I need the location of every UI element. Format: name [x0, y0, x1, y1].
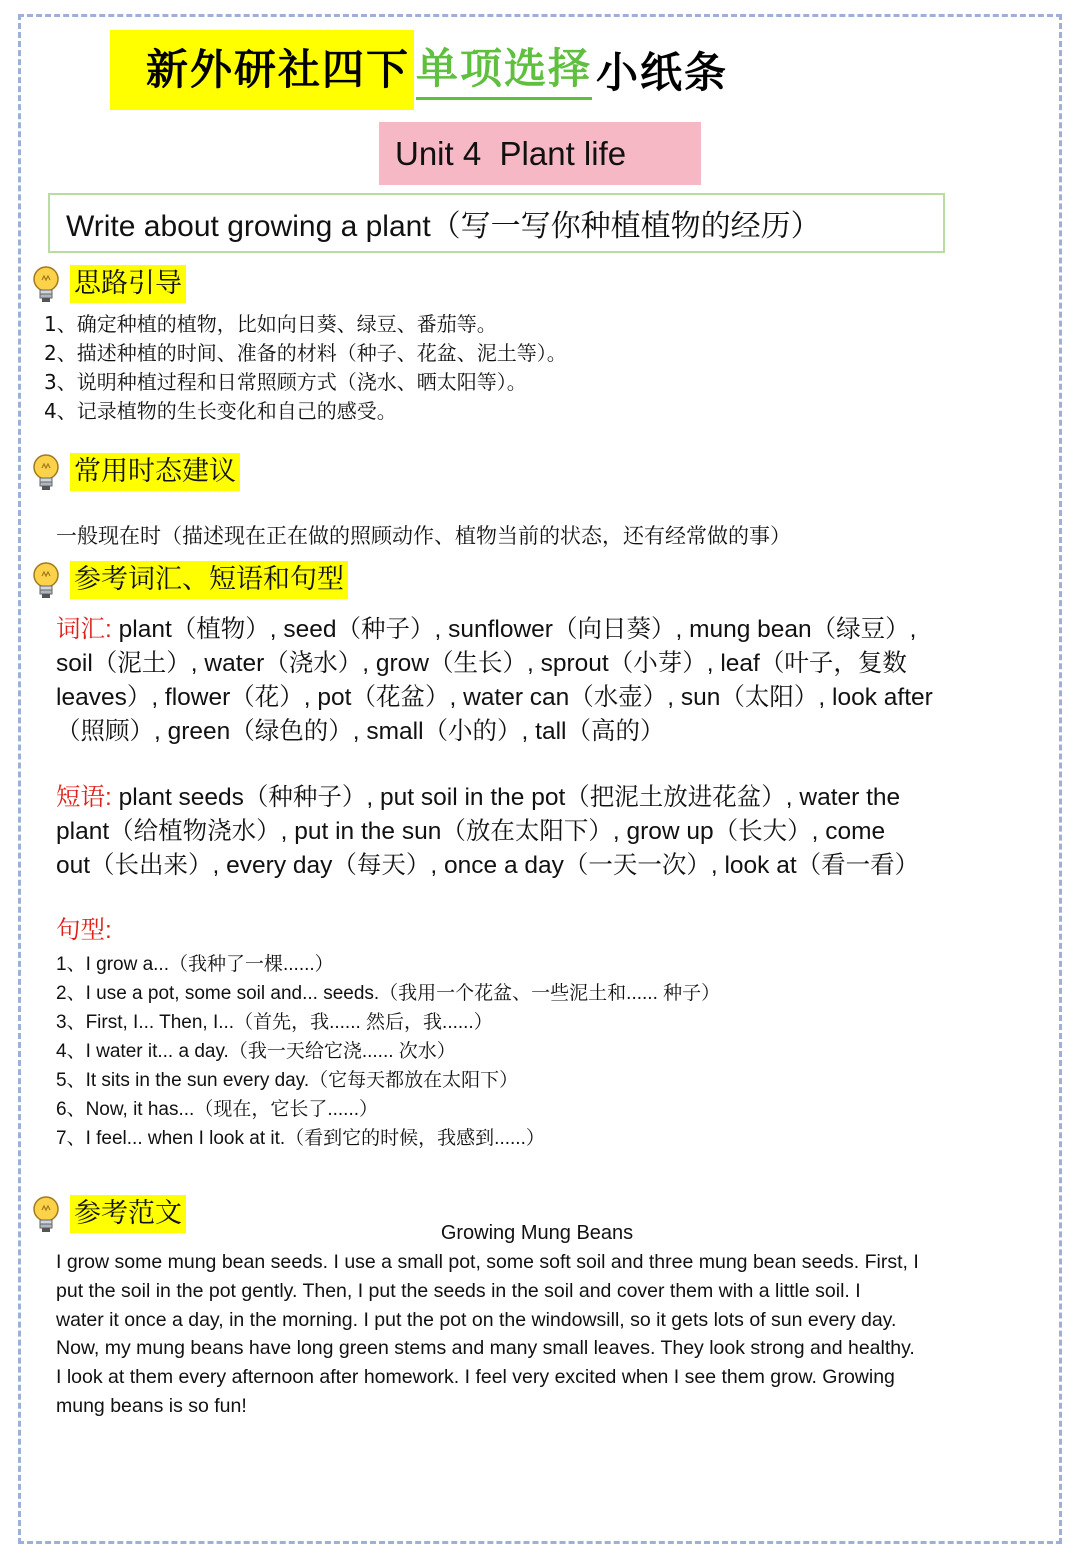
vocab-line: soil（泥土）, water（浇水）, grow（生长）, sprout（小芽）, leaf（叶子，复数 [56, 650, 907, 677]
list-item: 4、I water it... a day.（我一天给它浇...... 次水） [56, 1041, 456, 1062]
title-part-3: 小纸条 [596, 48, 729, 97]
essay-line: I grow some mung bean seeds. I use a small pot, some soft soil and three mung bean seeds. First, I [56, 1251, 919, 1273]
vocab-text: plant（植物）, seed（种子）, sunflower（向日葵）, mung bean（绿豆）, [118, 616, 917, 643]
essay-title [0, 1222, 1080, 1245]
section-tense-heading [30, 452, 240, 492]
lightbulb-icon [30, 452, 62, 492]
vocab-block [56, 613, 1026, 749]
vocab-line [56, 613, 1026, 647]
list-item: 5、It sits in the sun every day.（它每天都放在太阳下） [56, 1070, 519, 1091]
list-item: 3、First, I... Then, I...（首先，我...... 然后，我......） [56, 1012, 493, 1033]
vocab-line: （照顾）, green（绿色的）, small（小的）, tall（高的） [56, 718, 665, 745]
main-title [110, 30, 728, 110]
title-part-2: 单项选择 [416, 41, 592, 100]
essay-line: water it once a day, in the morning. I put the pot on the windowsill, so it gets lots of sun every day. [56, 1308, 897, 1331]
title-part-1: 新外研社四下 [110, 30, 414, 110]
section-sample-label: 参考范文 [70, 1195, 186, 1233]
phrase-line: out（长出来）, every day（每天）, once a day（一天一次）, look at（看一看） [56, 852, 920, 879]
phrase-label: 短语: [56, 784, 112, 811]
phrase-line: plant（给植物浇水）, put in the sun（放在太阳下）, grow up（长大）, come [56, 818, 886, 845]
vocab-line: leaves）, flower（花）, pot（花盆）, water can（水壶）, sun（太阳）, look after [56, 684, 933, 711]
essay-line: Now, my mung beans have long green stems and many small leaves. They look strong and healthy. [56, 1337, 915, 1360]
phrase-block [56, 781, 1026, 883]
essay-line: put the soil in the pot gently. Then, I put the seeds in the soil and cover them with a little soil. I [56, 1279, 861, 1302]
pattern-list [56, 950, 720, 1153]
list-item: 1、确定种植的植物，比如向日葵、绿豆、番茄等。 [44, 312, 497, 336]
phrase-text: plant seeds（种种子）, put soil in the pot（把泥土放进花盆）, water the [118, 784, 901, 811]
lightbulb-icon [30, 560, 62, 600]
lightbulb-icon [30, 264, 62, 304]
essay-line: mung beans is so fun! [56, 1394, 247, 1417]
topic-box [48, 193, 945, 253]
list-item: 2、描述种植的时间、准备的材料（种子、花盆、泥土等）。 [44, 341, 567, 365]
section-tense-label: 常用时态建议 [70, 453, 240, 491]
essay-line: I look at them every afternoon after homework. I feel very excited when I see them grow. Growing [56, 1366, 895, 1389]
essay-title-text: Growing Mung Beans [440, 1222, 634, 1244]
list-item: 2、I use a pot, some soil and... seeds.（我用一个花盆、一些泥土和...... 种子） [56, 983, 721, 1004]
list-item: 4、记录植物的生长变化和自己的感受。 [44, 399, 397, 423]
essay-body [56, 1248, 1021, 1421]
list-item: 6、Now, it has...（现在，它长了......） [56, 1099, 379, 1120]
section-guide-heading [30, 264, 186, 304]
section-reference-label: 参考词汇、短语和句型 [70, 561, 348, 599]
vocab-label: 词汇: [56, 616, 112, 643]
pattern-label: 句型: [56, 917, 112, 944]
list-item: 1、I grow a...（我种了一棵......） [56, 954, 334, 975]
topic-text: Write about growing a plant（写一写你种植植物的经历） [66, 210, 821, 243]
unit-title-text: Unit 4 Plant life [395, 134, 627, 172]
guide-list [44, 310, 567, 426]
tense-text: 一般现在时（描述现在正在做的照顾动作、植物当前的状态，还有经常做的事） [56, 524, 791, 548]
section-reference-heading [30, 560, 348, 600]
list-item: 3、说明种植过程和日常照顾方式（浇水、晒太阳等）。 [44, 370, 527, 394]
section-guide-label: 思路引导 [70, 265, 186, 303]
phrase-line [56, 781, 1026, 815]
unit-title [379, 122, 701, 185]
list-item: 7、I feel... when I look at it.（看到它的时候，我感到......） [56, 1128, 545, 1149]
